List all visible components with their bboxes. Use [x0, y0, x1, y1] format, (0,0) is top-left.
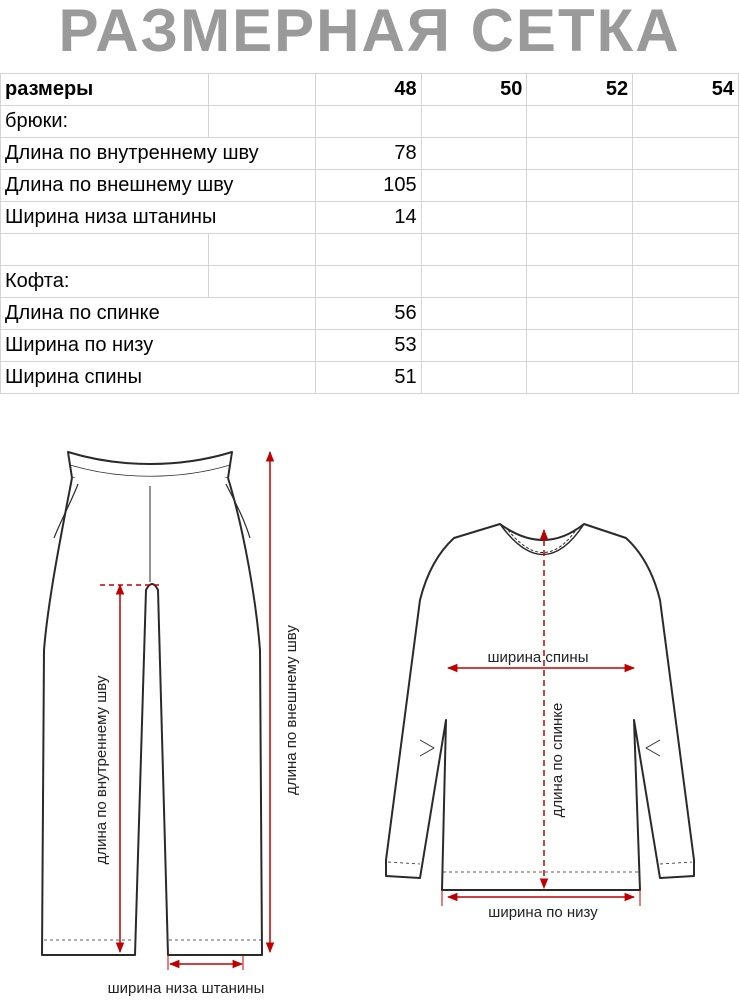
- row-label: Длина по спинке: [1, 298, 316, 330]
- page-title: РАЗМЕРНАЯ СЕТКА: [58, 0, 681, 64]
- size-48-value: 78: [315, 138, 421, 170]
- row-label: Ширина спины: [1, 362, 316, 394]
- hem-width-label: ширина низа штанины: [107, 980, 265, 997]
- row-label: Кофта:: [1, 266, 209, 298]
- size-48-value: 53: [315, 330, 421, 362]
- size-48-value: 56: [315, 298, 421, 330]
- size-50-header: 50: [421, 74, 527, 106]
- header-label: размеры: [1, 74, 209, 106]
- row-label: Ширина низа штанины: [1, 202, 316, 234]
- sweater-drawing: [386, 524, 694, 890]
- bottom-width-label: ширина по низу: [488, 904, 598, 921]
- row-label: Длина по внешнему шву: [1, 170, 316, 202]
- back-width-label: ширина спины: [487, 649, 589, 666]
- row-label: Ширина по низу: [1, 330, 316, 362]
- row-label: Длина по внутреннему шву: [1, 138, 316, 170]
- row-label: брюки:: [1, 106, 209, 138]
- size-52-header: 52: [527, 74, 633, 106]
- size-48-value: 14: [315, 202, 421, 234]
- back-length-label: длина по спинке: [549, 702, 566, 818]
- outer-seam-label: длина по внешнему шву: [283, 625, 300, 795]
- pants-drawing: [42, 452, 262, 955]
- size-48-value: 105: [315, 170, 421, 202]
- size-48-value: 51: [315, 362, 421, 394]
- size-48-header: 48: [315, 74, 421, 106]
- size-54-header: 54: [633, 74, 739, 106]
- inner-seam-label: длина по внутреннему шву: [93, 675, 110, 865]
